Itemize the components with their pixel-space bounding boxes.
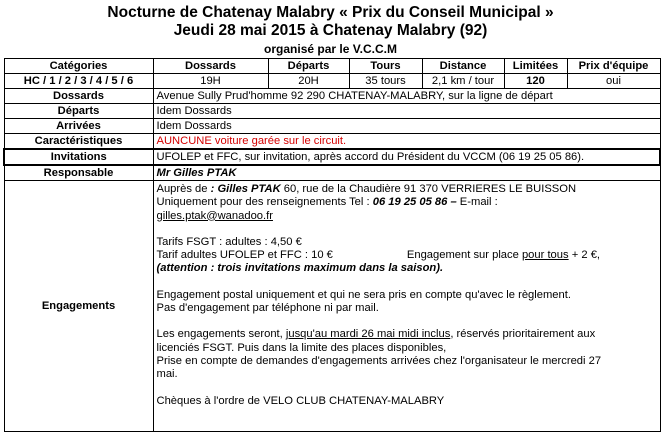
value-responsable: Mr Gilles PTAK — [153, 165, 660, 181]
value-invitations: UFOLEP et FFC, sur invitation, après accord du Président du VCCM (06 19 25 05 86). — [153, 149, 660, 165]
val-categories: HC / 1 / 2 / 3 / 4 / 5 / 6 — [4, 74, 153, 89]
email-link[interactable]: gilles.ptak@wanadoo.fr — [156, 209, 273, 222]
postal-line-1: Engagement postal uniquement et qui ne sera pris en compte qu'avec le règlement. — [156, 288, 571, 301]
row-dossards — [4, 89, 660, 104]
closing-line-3: Prise en compte de demandes d'engagements arrivées chez l'organisateur le mercredi 27 — [156, 354, 602, 367]
values-row — [4, 74, 660, 89]
val-departs: 20H — [268, 74, 349, 89]
label-arrivees: Arrivées — [4, 119, 153, 134]
val-distance: 2,1 km / tour — [422, 74, 504, 89]
tarif-fsgt: Tarifs FSGT : adultes : 4,50 € — [156, 235, 302, 248]
closing-line-1: Les engagements seront, jusqu'au mardi 26 mai midi inclus, réservés prioritairement aux — [156, 328, 596, 341]
postal-line-2: Pas d'engagement par téléphone ni par mail. — [156, 302, 379, 315]
label-dossards: Dossards — [4, 89, 153, 104]
col-departs: Départs — [268, 59, 349, 74]
val-tours: 35 tours — [349, 74, 422, 89]
value-arrivees: Idem Dossards — [153, 119, 660, 134]
info-line: Uniquement pour des renseignements Tel : 06 19 25 05 86 – E-mail : — [156, 196, 498, 209]
val-limitees: 120 — [504, 74, 567, 89]
organizer-line: organisé par le V.C.C.M — [264, 42, 397, 56]
attention-note: (attention : trois invitations maximum dans la saison). — [156, 262, 444, 275]
cheques-line: Chèques à l'ordre de VELO CLUB CHATENAY-MALABRY — [156, 394, 445, 407]
row-invitations — [4, 149, 660, 165]
label-engagements: Engagements — [4, 181, 153, 432]
row-responsable — [4, 165, 660, 181]
value-dossards: Avenue Sully Prud'homme 92 290 CHATENAY-MALABRY, sur la ligne de départ — [153, 89, 660, 104]
row-departs — [4, 104, 660, 119]
value-departs: Idem Dossards — [153, 104, 660, 119]
val-dossards: 19H — [153, 74, 268, 89]
title-line-1: Nocturne de Chatenay Malabry « Prix du Conseil Municipal » — [107, 4, 554, 21]
value-engagements — [153, 181, 660, 432]
header-row — [4, 59, 660, 74]
label-caracteristiques: Caractéristiques — [4, 134, 153, 150]
closing-line-4: mai. — [156, 368, 178, 381]
val-prix-equipe: oui — [567, 74, 660, 89]
col-distance: Distance — [422, 59, 504, 74]
title-line-2: Jeudi 28 mai 2015 à Chatenay Malabry (92) — [173, 22, 488, 39]
col-dossards: Dossards — [153, 59, 268, 74]
row-caracteristiques — [4, 134, 660, 150]
col-prix-equipe: Prix d'équipe — [567, 59, 660, 74]
closing-line-2: licenciés FSGT. Puis dans la limite des places disponibles, — [156, 341, 447, 354]
col-categories: Catégories — [4, 59, 153, 74]
row-arrivees — [4, 119, 660, 134]
label-invitations: Invitations — [4, 149, 153, 165]
col-limitees: Limitées — [504, 59, 567, 74]
label-responsable: Responsable — [4, 165, 153, 181]
address-line: Auprès de : Gilles PTAK 60, rue de la Chaudière 91 370 VERRIERES LE BUISSON — [156, 183, 577, 195]
label-departs: Départs — [4, 104, 153, 119]
row-engagements — [4, 181, 660, 432]
col-tours: Tours — [349, 59, 422, 74]
value-caracteristiques: AUNCUNE voiture garée sur le circuit. — [153, 134, 660, 150]
race-info-table — [3, 58, 661, 432]
tarif-ufolep: Tarif adultes UFOLEP et FFC : 10 € Engagement sur place pour tous + 2 €, — [156, 249, 601, 262]
